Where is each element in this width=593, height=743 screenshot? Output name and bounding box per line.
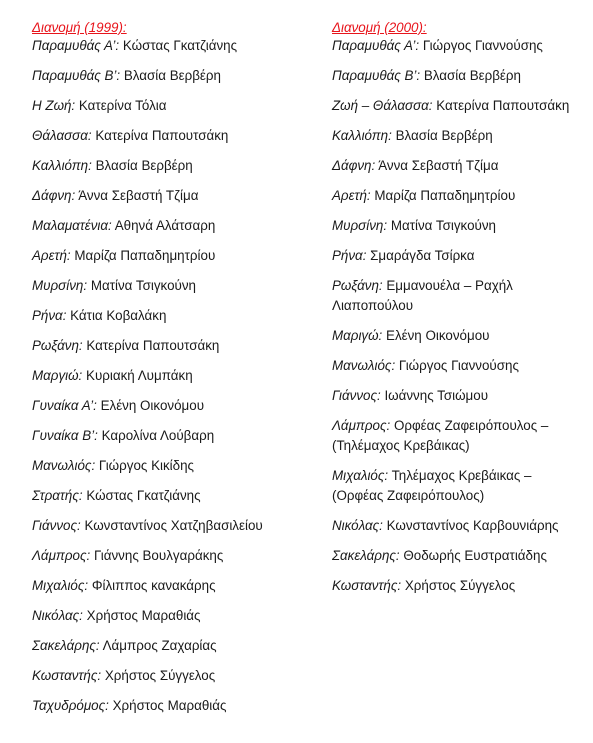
actor-name: Ματίνα Τσιγκούνη	[90, 278, 196, 293]
cast-entry	[332, 386, 587, 406]
role-name: Μιχαλιός:	[32, 578, 89, 593]
cast-entry-line	[332, 246, 587, 266]
cast-entry-line	[332, 356, 587, 376]
cast-entry	[332, 276, 587, 316]
cast-entry-line	[32, 366, 302, 386]
role-name: Μαλαματένια:	[32, 218, 112, 233]
actor-name: Κάτια Κοβαλάκη	[70, 308, 167, 323]
actor-name: Ορφέας Ζαφειρόπουλος –	[393, 418, 549, 433]
cast-entry	[32, 36, 302, 56]
cast-entry	[332, 156, 587, 176]
role-name: Ρήνα:	[32, 308, 67, 323]
actor-name: Βλασία Βερβέρη	[423, 68, 521, 83]
role-name: Δάφνη:	[32, 188, 76, 203]
cast-entry	[32, 636, 302, 656]
cast-entry	[332, 516, 587, 536]
cast-entry-line	[332, 576, 587, 596]
actor-name: Βλασία Βερβέρη	[395, 128, 493, 143]
cast-entry	[32, 396, 302, 416]
cast-entry	[332, 126, 587, 146]
role-name: Μανωλιός:	[32, 458, 96, 473]
cast-entry	[332, 576, 587, 596]
role-name: Μανωλιός:	[332, 358, 396, 373]
role-name: Καλλιόπη:	[32, 158, 92, 173]
actor-name-continued: (Τηλέμαχος Κρεβάικας)	[332, 438, 470, 453]
cast-entry-line	[332, 276, 587, 296]
cast-entry-line	[332, 326, 587, 346]
actor-name: Χρήστος Μαραθιάς	[86, 608, 201, 623]
cast-entry	[32, 696, 302, 716]
role-name: Γιάννος:	[32, 518, 81, 533]
actor-name: Κώστας Γκατζιάνης	[122, 38, 238, 53]
actor-name: Κώστας Γκατζιάνης	[86, 488, 201, 503]
cast-entry	[332, 66, 587, 86]
cast-entry	[32, 336, 302, 356]
role-name: Ρήνα:	[332, 248, 367, 263]
actor-name: Λάμπρος Ζαχαρίας	[102, 638, 217, 653]
role-name: Ρωξάνη:	[332, 278, 383, 293]
actor-name: Μαρίζα Παπαδημητρίου	[74, 248, 216, 263]
cast-2000-column	[332, 19, 587, 606]
role-name: Μιχαλιός:	[332, 468, 389, 483]
actor-name: Θοδωρής Ευστρατιάδης	[403, 548, 547, 563]
actor-name: Βλασία Βερβέρη	[95, 158, 193, 173]
cast-entry	[332, 246, 587, 266]
actor-name-continued: Λιαποπούλου	[332, 298, 414, 313]
cast-1999-heading: Διανομή (1999):	[32, 20, 127, 35]
actor-name: Ελένη Οικονόμου	[386, 328, 490, 343]
role-name: Παραμυθάς Β’:	[32, 68, 121, 83]
cast-entry	[332, 466, 587, 506]
actor-name: Κωνσταντίνος Καρβουνιάρης	[386, 518, 559, 533]
actor-name: Αθηνά Αλάτσαρη	[114, 218, 216, 233]
actor-name: Γιώργος Κικίδης	[98, 458, 195, 473]
role-name: Ρωξάνη:	[32, 338, 83, 353]
role-name: Αρετή:	[32, 248, 71, 263]
role-name: Σακελάρης:	[32, 638, 100, 653]
actor-name: Εμμανουέλα – Ραχήλ	[386, 278, 513, 293]
cast-2000-list	[332, 36, 587, 596]
role-name: Γυναίκα Β’:	[32, 428, 98, 443]
cast-entry-line	[32, 426, 302, 446]
cast-entry	[32, 276, 302, 296]
cast-entry	[332, 416, 587, 456]
cast-entry-line	[332, 126, 587, 146]
role-name: Στρατής:	[32, 488, 83, 503]
actor-name: Μαρίζα Παπαδημητρίου	[374, 188, 516, 203]
role-name: Γιάννος:	[332, 388, 381, 403]
actor-name: Καρολίνα Λούβαρη	[101, 428, 215, 443]
cast-entry	[332, 216, 587, 236]
cast-entry-line	[32, 666, 302, 686]
role-name: Δάφνη:	[332, 158, 376, 173]
actor-name: Ματίνα Τσιγκούνη	[390, 218, 496, 233]
role-name: Αρετή:	[332, 188, 371, 203]
cast-entry	[32, 66, 302, 86]
actor-name: Κατερίνα Τόλια	[78, 98, 167, 113]
role-name: Μυρσίνη:	[32, 278, 88, 293]
cast-1999-list	[32, 36, 302, 716]
role-name: Μαργιώ:	[32, 368, 83, 383]
cast-entry	[32, 216, 302, 236]
cast-entry-line	[32, 696, 302, 716]
actor-name: Άννα Σεβαστή Τζίμα	[78, 188, 199, 203]
actor-name: Άννα Σεβαστή Τζίμα	[378, 158, 499, 173]
cast-entry-line	[32, 516, 302, 536]
cast-entry	[32, 576, 302, 596]
actor-name: Γιάννης Βουλγαράκης	[93, 548, 224, 563]
cast-entry	[32, 246, 302, 266]
role-name: Μαριγώ:	[332, 328, 383, 343]
cast-entry	[32, 666, 302, 686]
role-name: Η Ζωή:	[32, 98, 76, 113]
cast-entry	[32, 516, 302, 536]
cast-entry-line	[32, 606, 302, 626]
cast-entry	[332, 96, 587, 116]
cast-entry-line	[32, 216, 302, 236]
actor-name-continued: (Ορφέας Ζαφειρόπουλος)	[332, 488, 485, 503]
role-name: Κωσταντής:	[332, 578, 402, 593]
actor-name: Κωνσταντίνος Χατζηβασιλείου	[84, 518, 263, 533]
actor-name: Κατερίνα Παπουτσάκη	[86, 338, 220, 353]
cast-entry	[32, 366, 302, 386]
cast-entry-line	[332, 96, 587, 116]
actor-name: Κατερίνα Παπουτσάκη	[436, 98, 570, 113]
cast-entry	[332, 326, 587, 346]
cast-entry	[32, 126, 302, 146]
actor-name: Σμαράγδα Τσίρκα	[370, 248, 475, 263]
cast-entry-line	[32, 396, 302, 416]
cast-entry	[32, 606, 302, 626]
cast-2000-heading: Διανομή (2000):	[332, 20, 427, 35]
role-name: Καλλιόπη:	[332, 128, 392, 143]
cast-entry	[332, 546, 587, 566]
role-name: Παραμυθάς Α’:	[332, 38, 420, 53]
role-name: Θάλασσα:	[32, 128, 92, 143]
cast-entry-line	[332, 546, 587, 566]
cast-entry	[332, 356, 587, 376]
cast-entry-line	[32, 126, 302, 146]
role-name: Παραμυθάς Α’:	[32, 38, 120, 53]
role-name: Γυναίκα Α’:	[32, 398, 97, 413]
role-name: Λάμπρος:	[32, 548, 91, 563]
cast-entry-line	[332, 156, 587, 176]
cast-entry-line	[32, 246, 302, 266]
cast-entry-line	[32, 186, 302, 206]
actor-name: Χρήστος Μαραθιάς	[112, 698, 227, 713]
role-name: Κωσταντής:	[32, 668, 102, 683]
cast-entry	[32, 306, 302, 326]
cast-entry-line	[332, 66, 587, 86]
cast-entry-line	[32, 456, 302, 476]
actor-name: Γιώργος Γιαννούσης	[398, 358, 519, 373]
actor-name: Γιώργος Γιαννούσης	[422, 38, 543, 53]
actor-name: Ιωάννης Τσιώμου	[384, 388, 489, 403]
role-name: Λάμπρος:	[332, 418, 391, 433]
role-name: Ταχυδρόμος:	[32, 698, 109, 713]
cast-entry-line	[32, 576, 302, 596]
role-name: Μυρσίνη:	[332, 218, 388, 233]
actor-name: Τηλέμαχος Κρεβάικας –	[391, 468, 532, 483]
actor-name: Κατερίνα Παπουτσάκη	[95, 128, 229, 143]
cast-entry-line	[32, 336, 302, 356]
cast-entry	[32, 486, 302, 506]
cast-entry	[32, 546, 302, 566]
actor-name: Χρήστος Σύγγελος	[404, 578, 516, 593]
role-name: Σακελάρης:	[332, 548, 400, 563]
cast-entry-line	[32, 96, 302, 116]
cast-entry	[32, 156, 302, 176]
cast-entry	[32, 426, 302, 446]
role-name: Ζωή – Θάλασσα:	[332, 98, 433, 113]
cast-entry	[332, 36, 587, 56]
cast-entry-line	[32, 306, 302, 326]
cast-entry	[332, 186, 587, 206]
cast-entry-line	[32, 276, 302, 296]
role-name: Νικόλας:	[332, 518, 383, 533]
cast-entry-line	[32, 156, 302, 176]
cast-entry-line	[332, 186, 587, 206]
cast-entry-line	[332, 416, 587, 436]
cast-entry-line	[332, 216, 587, 236]
role-name: Νικόλας:	[32, 608, 83, 623]
cast-entry-line	[32, 66, 302, 86]
cast-entry-line	[332, 386, 587, 406]
cast-entry-line	[32, 486, 302, 506]
actor-name: Φίλιππος κανακάρης	[91, 578, 216, 593]
cast-entry	[32, 96, 302, 116]
actor-name: Βλασία Βερβέρη	[123, 68, 221, 83]
actor-name: Χρήστος Σύγγελος	[104, 668, 216, 683]
actor-name: Κυριακή Λυμπάκη	[86, 368, 193, 383]
cast-entry-line	[32, 36, 302, 56]
cast-entry-line	[332, 516, 587, 536]
cast-1999-column	[32, 19, 302, 726]
actor-name: Ελένη Οικονόμου	[100, 398, 205, 413]
cast-entry-line	[332, 466, 587, 486]
cast-entry	[32, 186, 302, 206]
role-name: Παραμυθάς Β’:	[332, 68, 421, 83]
cast-entry-line	[32, 546, 302, 566]
cast-entry-line	[32, 636, 302, 656]
cast-entry	[32, 456, 302, 476]
cast-entry-line	[332, 36, 587, 56]
